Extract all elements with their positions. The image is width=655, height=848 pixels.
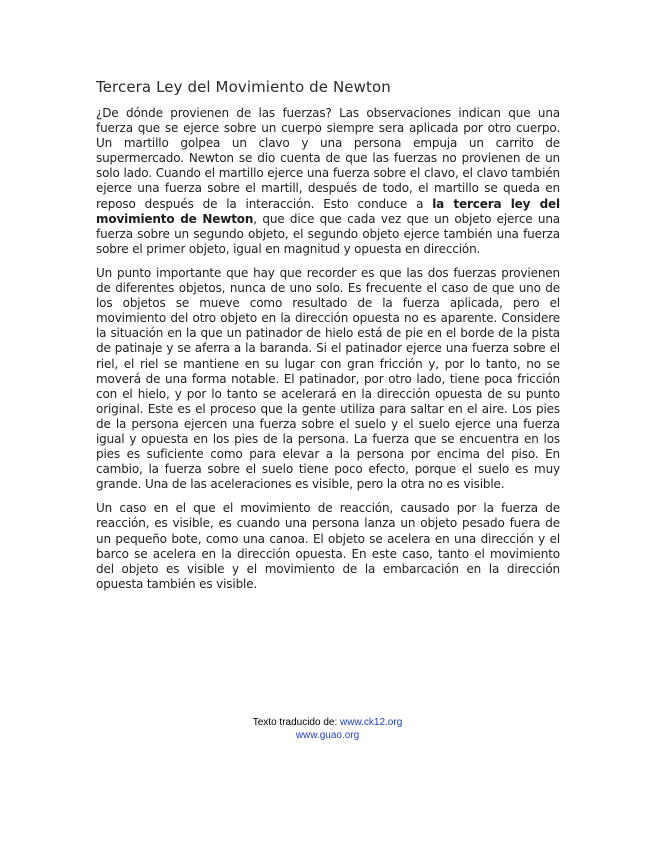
footer-credit-line [0,716,655,729]
paragraph-1 [96,106,560,257]
guao-link[interactable]: www.guao.org [295,730,360,741]
document-body [96,78,560,601]
paragraph-1-text-start: ¿De dónde provienen de las fuerzas? Las observaciones indican que una fuerza que se ejerce sobre un cuerpo siempre sera aplicada por otro cuerpo. Un martillo golpea un clavo y una persona empuja un carrito de supermercado. Newton se dio cuenta de que las fuerzas no provienen de un solo lado. Cuando el martillo ejerce una fuerza sobre el clavo, el clavo también ejerce una fuerza sobre el martill, después de todo, el martillo se queda en reposo después de la interacción. Esto conduce a [96,106,560,211]
paragraph-1-text-end: , que dice que cada vez que un objeto ejerce una fuerza sobre un segundo objeto, el segundo objeto ejerce también una fuerza sobre el primer objeto, igual en magnitud y opuesta en dirección. [96,211,560,256]
paragraph-3: Un caso en el que el movimiento de reacción, causado por la fuerza de reacción, es visible, es cuando una persona lanza un objeto pesado fuera de un pequeño bote, como una canoa. El objeto se acelera en una dirección y el barco se acelera en la dirección opuesta. En este caso, tanto el movimiento del objeto es visible y el movimiento de la embarcación en la dirección opuesta también es visible. [96,501,560,591]
document-title: Tercera Ley del Movimiento de Newton [96,78,391,96]
footer-credits [0,716,655,742]
footer-credit-label: Texto traducido de: [252,717,341,728]
paragraph-2: Un punto importante que hay que recorder es que las dos fuerzas provienen de diferentes objetos, nunca de uno solo. Es frecuente el caso de que uno de los objetos se mueve como resultado de la fuerza aplicada, pero el movimiento del otro objeto en la dirección opuesta no es aparente. Considere la situación en la que un patinador de hielo está de pie en el borde de la pista de patinaje y se aferra a la baranda. Si el patinador ejerce una fuerza sobre el riel, el riel se mantiene en su lugar con gran fricción y, por lo tanto, no se moverá de una forma notable. El patinador, por otro lado, tiene poca fricción con el hielo, y por lo tanto se acelerará en la dirección opuesta de su punto original. Este es el proceso que la gente utiliza para saltar en el aire. Los pies de la persona ejercen una fuerza sobre el suelo y el suelo ejerce una fuerza igual y opuesta en los pies de la persona. La fuerza que se encuentra en los pies es suficiente como para elevar a la persona por encima del piso. En cambio, la fuerza sobre el suelo tiene poco efecto, porque el suelo es muy grande. Una de las aceleraciones es visible, pero la otra no es visible. [96,265,560,492]
ck12-link[interactable]: www.ck12.org [340,717,403,728]
footer-site-line [0,729,655,742]
paragraph-1-bold-phrase: la tercera ley del movimiento de Newton [96,196,560,226]
